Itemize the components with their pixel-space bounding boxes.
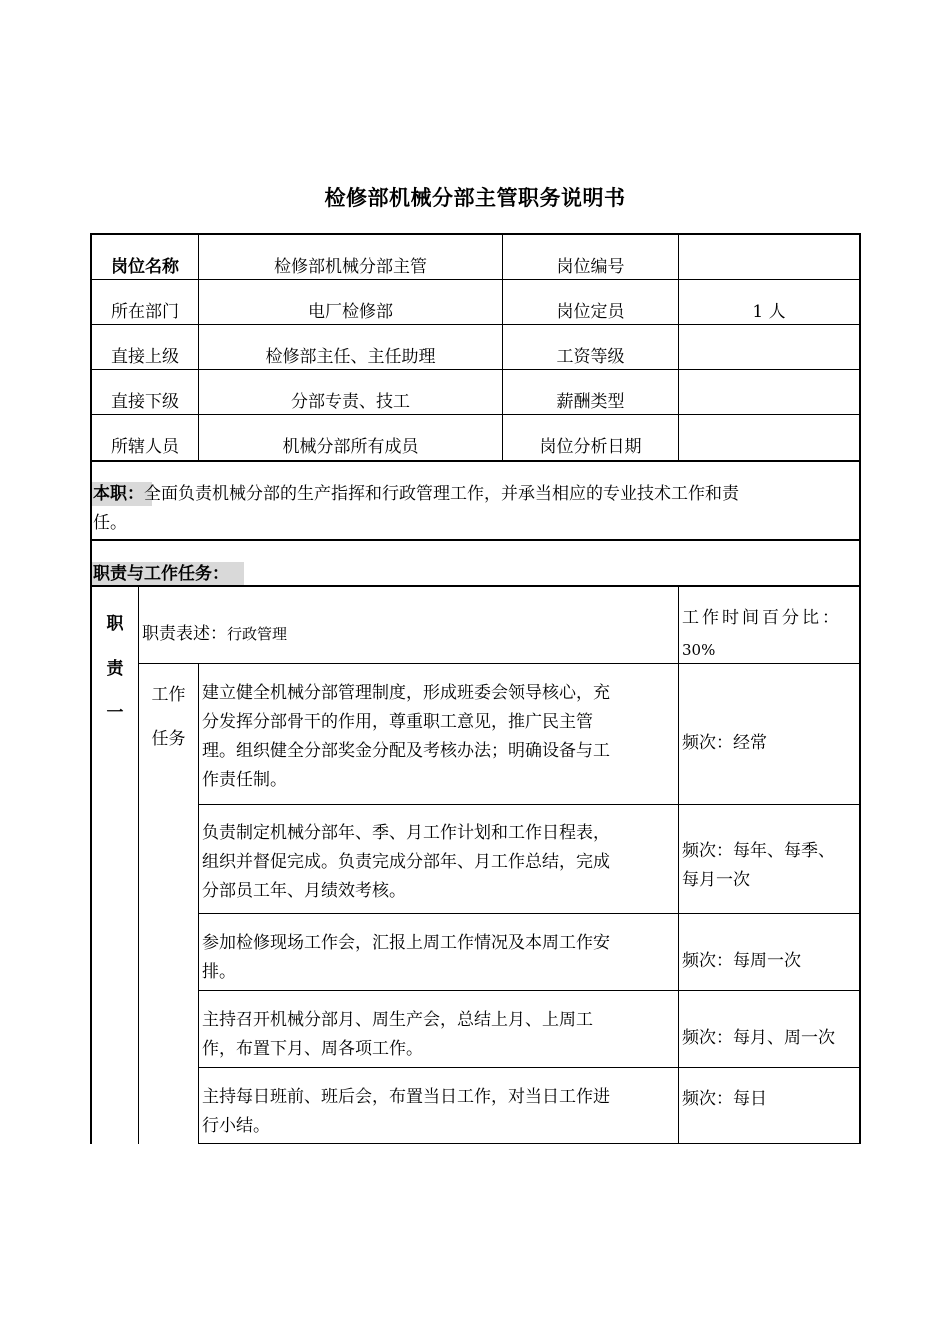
task-text bbox=[202, 929, 676, 987]
task-text bbox=[202, 1006, 676, 1064]
duty-description bbox=[142, 624, 672, 644]
info-value: 电厂检修部 bbox=[308, 302, 393, 322]
duty-title-char: 职 bbox=[106, 614, 124, 634]
task-line: 参加检修现场工作会，汇报上周工作情况及本周工作安 bbox=[202, 933, 610, 953]
benzhi-section bbox=[93, 480, 857, 538]
row-divider bbox=[198, 1067, 861, 1068]
col-divider bbox=[138, 586, 139, 1144]
task-line: 分部员工年、月绩效考核。 bbox=[202, 881, 406, 901]
row-divider bbox=[198, 990, 861, 991]
row-divider bbox=[198, 804, 861, 805]
duty-title-char: 责 bbox=[106, 659, 124, 679]
info-value: 检修部主任、主任助理 bbox=[265, 347, 436, 367]
table-top-border bbox=[90, 233, 861, 235]
task-text bbox=[202, 679, 676, 795]
benzhi-line1: 全面负责机械分部的生产指挥和行政管理工作，并承当相应的专业技术工作和责 bbox=[144, 484, 739, 504]
task-label: 工作 bbox=[151, 685, 186, 705]
task-line: 负责制定机械分部年、季、月工作计划和工作日程表， bbox=[202, 823, 610, 843]
task-line: 主持召开机械分部月、周生产会，总结上月、上周工 bbox=[202, 1010, 593, 1030]
info-value: 检修部机械分部主管 bbox=[274, 257, 427, 277]
page-title: 检修部机械分部主管职务说明书 bbox=[324, 186, 626, 210]
info-label: 所在部门 bbox=[111, 302, 179, 322]
section-divider bbox=[90, 539, 861, 541]
info-label: 岗位名称 bbox=[111, 257, 179, 277]
task-frequency: 频次：每日 bbox=[682, 1089, 767, 1109]
freq-line: 每月一次 bbox=[682, 870, 750, 890]
info-label: 岗位定员 bbox=[556, 302, 625, 322]
table-right-border bbox=[859, 233, 861, 1144]
row-divider bbox=[90, 460, 861, 462]
row-divider bbox=[198, 1143, 861, 1144]
task-line: 分发挥分部骨干的作用，尊重职工意见，推广民主管 bbox=[202, 712, 593, 732]
info-value: 1 人 bbox=[752, 302, 786, 322]
task-line: 行小结。 bbox=[202, 1116, 270, 1136]
info-label: 薪酬类型 bbox=[556, 392, 625, 412]
benzhi-label: 本职： bbox=[93, 484, 144, 504]
col-divider bbox=[678, 586, 679, 1144]
row-divider bbox=[90, 369, 861, 370]
table-left-border bbox=[90, 233, 92, 1144]
freq-line: 频次：每年、每季、 bbox=[682, 841, 835, 861]
task-line: 作责任制。 bbox=[202, 770, 287, 790]
task-text bbox=[202, 819, 676, 906]
task-label: 任务 bbox=[151, 729, 186, 749]
row-divider bbox=[90, 324, 861, 325]
task-line: 排。 bbox=[202, 962, 236, 982]
task-line: 组织并督促完成。负责完成分部年、月工作总结，完成 bbox=[202, 852, 610, 872]
task-line: 主持每日班前、班后会，布置当日工作，对当日工作进 bbox=[202, 1087, 610, 1107]
col-divider bbox=[198, 663, 199, 1144]
duties-header: 职责与工作任务： bbox=[93, 564, 229, 584]
task-frequency: 频次：每周一次 bbox=[682, 951, 801, 971]
info-value: 分部专责、技工 bbox=[291, 392, 410, 412]
duty-title-char: 一 bbox=[106, 703, 124, 723]
info-label: 岗位分析日期 bbox=[539, 437, 642, 457]
task-frequency: 频次：每月、周一次 bbox=[682, 1028, 835, 1048]
row-divider bbox=[90, 279, 861, 280]
row-divider bbox=[138, 663, 861, 664]
col-divider bbox=[678, 233, 679, 462]
task-line: 理。组织健全分部奖金分配及考核办法；明确设备与工 bbox=[202, 741, 610, 761]
row-divider bbox=[90, 414, 861, 415]
task-line: 作，布置下月、周各项工作。 bbox=[202, 1039, 423, 1059]
info-label: 工资等级 bbox=[556, 347, 625, 367]
info-value: 机械分部所有成员 bbox=[282, 437, 419, 457]
benzhi-line2: 任。 bbox=[93, 513, 127, 533]
task-text bbox=[202, 1083, 676, 1141]
duty-desc-value: 行政管理 bbox=[227, 625, 288, 643]
info-label: 直接下级 bbox=[111, 392, 179, 412]
task-line: 建立健全机械分部管理制度，形成班委会领导核心，充 bbox=[202, 683, 610, 703]
info-label: 直接上级 bbox=[111, 347, 179, 367]
info-label: 所辖人员 bbox=[111, 437, 179, 457]
percent-label: 工作时间百分比： bbox=[682, 608, 842, 628]
task-frequency: 频次：经常 bbox=[682, 733, 767, 753]
section-divider bbox=[90, 585, 861, 587]
info-label: 岗位编号 bbox=[556, 257, 625, 277]
percent-value: 30% bbox=[682, 641, 716, 659]
task-frequency bbox=[682, 837, 858, 895]
row-divider bbox=[198, 913, 861, 914]
duty-desc-label: 职责表述： bbox=[142, 624, 227, 644]
